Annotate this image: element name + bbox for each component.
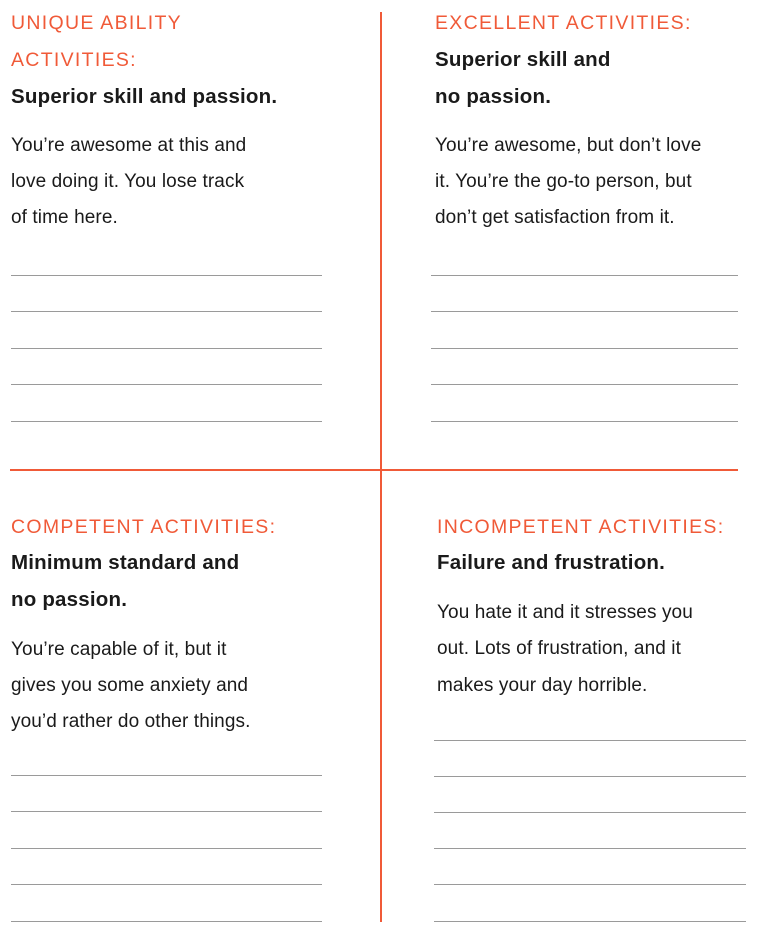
write-in-line[interactable] [434,740,746,741]
quadrant-description: love doing it. You lose track [11,171,245,192]
quadrant-subtitle: Superior skill and [435,48,611,71]
quadrant-subtitle: no passion. [11,588,128,611]
quadrant-description: out. Lots of frustration, and it [437,638,682,659]
quadrant-description: You’re capable of it, but it [11,639,227,660]
write-in-line[interactable] [11,421,322,422]
quadrant-description: gives you some anxiety and [11,675,249,696]
quadrant-description: You’re awesome at this and [11,135,247,156]
write-in-line[interactable] [431,275,738,276]
write-in-line[interactable] [431,311,738,312]
quadrant-title: ACTIVITIES: [11,49,137,71]
write-in-line[interactable] [11,348,322,349]
quadrant-title: INCOMPETENT ACTIVITIES: [437,516,725,538]
quadrant-description: You hate it and it stresses you [437,602,693,623]
write-in-line[interactable] [431,421,738,422]
quadrant-description: You’re awesome, but don’t love [435,135,702,156]
write-in-line[interactable] [11,811,322,812]
write-in-line[interactable] [434,884,746,885]
write-in-line[interactable] [11,311,322,312]
quadrant-description: don’t get satisfaction from it. [435,207,675,228]
quadrant-subtitle: no passion. [435,85,552,108]
write-in-line[interactable] [11,848,322,849]
write-in-line[interactable] [11,275,322,276]
write-in-line[interactable] [11,921,322,922]
write-in-line[interactable] [11,775,322,776]
write-in-line[interactable] [434,776,746,777]
write-in-line[interactable] [431,348,738,349]
quadrant-subtitle: Superior skill and passion. [11,85,278,108]
write-in-line[interactable] [431,384,738,385]
vertical-divider [380,12,382,922]
quadrant-title: UNIQUE ABILITY [11,12,182,34]
quadrant-description: it. You’re the go-to person, but [435,171,692,192]
horizontal-divider [10,469,738,471]
write-in-line[interactable] [434,812,746,813]
quadrant-subtitle: Minimum standard and [11,551,240,574]
quadrant-title: COMPETENT ACTIVITIES: [11,516,277,538]
write-in-line[interactable] [434,848,746,849]
write-in-line[interactable] [11,384,322,385]
quadrant-description: of time here. [11,207,118,228]
quadrant-title: EXCELLENT ACTIVITIES: [435,12,692,34]
quadrant-subtitle: Failure and frustration. [437,551,666,574]
write-in-line[interactable] [11,884,322,885]
write-in-line[interactable] [434,921,746,922]
quadrant-description: you’d rather do other things. [11,711,251,732]
quadrant-description: makes your day horrible. [437,675,648,696]
